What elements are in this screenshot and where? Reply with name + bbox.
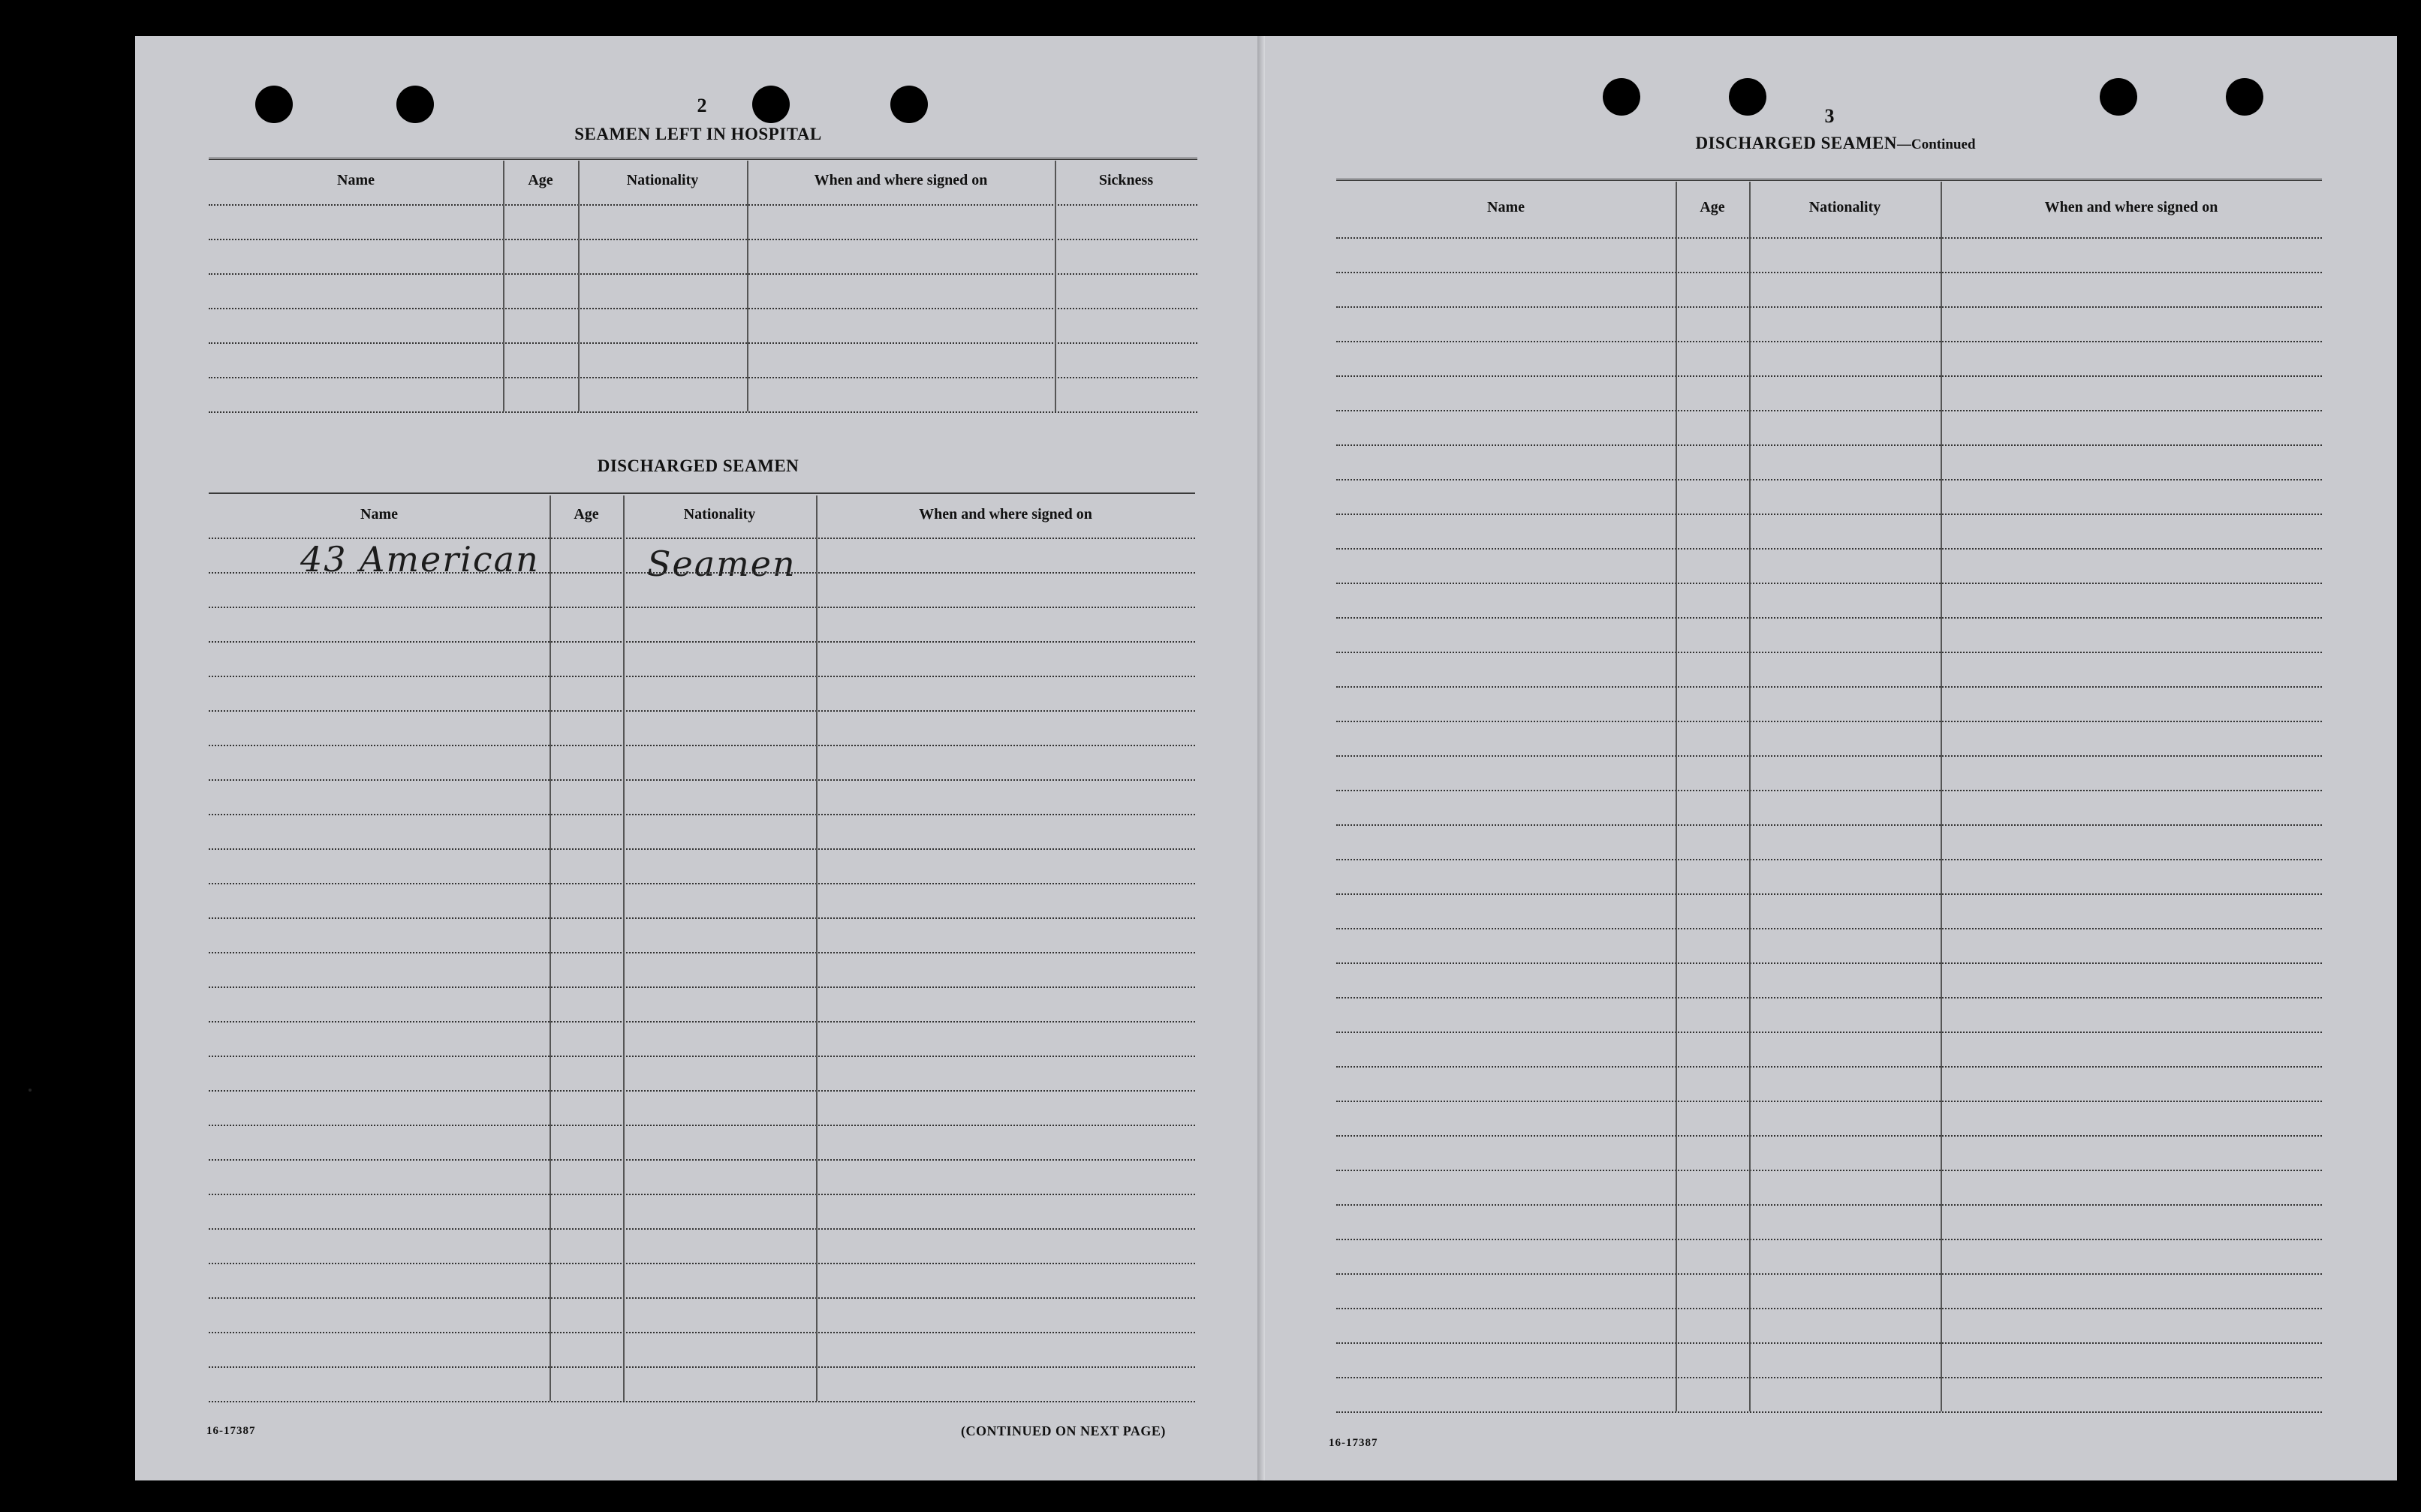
- row-rule: [209, 1194, 1195, 1195]
- punch-hole: [890, 86, 928, 123]
- column-divider: [578, 161, 580, 411]
- punch-hole: [2226, 78, 2263, 116]
- row-rule: [209, 952, 1195, 953]
- row-rule: [1336, 617, 2322, 619]
- page-number: 3: [1824, 105, 1835, 127]
- row-rule: [1336, 859, 2322, 860]
- row-rule: [209, 745, 1195, 746]
- row-rule: [1336, 444, 2322, 446]
- column-header: Nationality: [683, 506, 756, 523]
- row-rule: [1336, 1066, 2322, 1068]
- row-rule: [209, 273, 1197, 275]
- header-rule: [209, 538, 1195, 539]
- column-header: Name: [337, 172, 375, 188]
- row-rule: [1336, 410, 2322, 411]
- row-rule: [1336, 997, 2322, 998]
- right-page: [1265, 36, 2397, 1480]
- column-divider: [816, 495, 818, 1401]
- row-rule: [209, 1021, 1195, 1023]
- row-rule: [1336, 1101, 2322, 1102]
- row-rule: [209, 1125, 1195, 1126]
- form-number: 16-17387: [206, 1425, 256, 1437]
- section-title-text: DISCHARGED SEAMEN: [1695, 134, 1898, 152]
- row-rule: [209, 676, 1195, 677]
- row-rule: [209, 239, 1197, 240]
- punch-hole: [1603, 78, 1640, 116]
- column-header: Sickness: [1098, 172, 1154, 188]
- punch-hole: [396, 86, 434, 123]
- row-rule: [1336, 583, 2322, 584]
- row-rule: [1336, 1170, 2322, 1171]
- row-rule: [1336, 1239, 2322, 1240]
- row-rule: [209, 1366, 1195, 1368]
- row-rule: [1336, 1308, 2322, 1309]
- continued-note: (CONTINUED ON NEXT PAGE): [961, 1423, 1166, 1438]
- row-rule: [209, 572, 1195, 574]
- row-rule: [1336, 1273, 2322, 1275]
- row-rule: [209, 607, 1195, 608]
- row-rule: [209, 342, 1197, 344]
- column-divider: [1676, 182, 1677, 1411]
- row-rule: [1336, 755, 2322, 757]
- punch-hole: [2100, 78, 2137, 116]
- row-rule: [209, 917, 1195, 919]
- section-title-suffix: —Continued: [1897, 137, 1976, 152]
- row-rule: [209, 848, 1195, 850]
- row-rule: [209, 308, 1197, 309]
- row-rule: [1336, 686, 2322, 688]
- section-title-hospital: SEAMEN LEFT IN HOSPITAL: [574, 125, 822, 143]
- row-rule: [1336, 721, 2322, 722]
- column-header: Nationality: [626, 172, 699, 188]
- row-rule: [209, 641, 1195, 643]
- table-top-rule: [209, 158, 1197, 163]
- row-rule: [209, 1056, 1195, 1057]
- row-rule: [209, 1159, 1195, 1161]
- table-top-rule: [209, 492, 1195, 494]
- row-rule: [1336, 652, 2322, 653]
- handwritten-name-entry: 43 American: [300, 539, 540, 580]
- row-rule: [1336, 1204, 2322, 1206]
- row-rule: [1336, 790, 2322, 791]
- column-header: When and where signed on: [2044, 199, 2218, 215]
- row-rule: [1336, 928, 2322, 929]
- section-title-discharged: DISCHARGED SEAMEN: [597, 456, 799, 475]
- section-title-discharged-continued: [1610, 134, 2061, 153]
- row-rule: [209, 1090, 1195, 1092]
- row-rule: [1336, 548, 2322, 550]
- column-divider: [1749, 182, 1751, 1411]
- row-rule: [209, 779, 1195, 781]
- punch-hole: [255, 86, 293, 123]
- dust-speck: [29, 1089, 32, 1092]
- column-divider: [503, 161, 504, 411]
- row-rule: [1336, 1377, 2322, 1378]
- row-rule: [1336, 375, 2322, 377]
- column-header: Name: [360, 506, 398, 523]
- left-page: [135, 36, 1257, 1480]
- column-header: Age: [528, 172, 553, 188]
- column-header: When and where signed on: [814, 172, 988, 188]
- punch-hole: [1729, 78, 1766, 116]
- row-rule: [209, 411, 1197, 413]
- page-number: 2: [697, 95, 707, 116]
- row-rule: [209, 1332, 1195, 1333]
- column-header: Name: [1487, 199, 1525, 215]
- row-rule: [1336, 962, 2322, 964]
- row-rule: [209, 1297, 1195, 1299]
- form-number: 16-17387: [1329, 1437, 1378, 1449]
- row-rule: [209, 883, 1195, 884]
- column-divider: [1055, 161, 1056, 411]
- header-rule: [1336, 237, 2322, 239]
- row-rule: [1336, 479, 2322, 480]
- punch-hole: [752, 86, 790, 123]
- table-top-rule: [1336, 179, 2322, 184]
- column-header: Age: [574, 506, 599, 523]
- row-rule: [1336, 893, 2322, 895]
- column-header: When and where signed on: [919, 506, 1092, 523]
- row-rule: [209, 1401, 1195, 1402]
- row-rule: [1336, 341, 2322, 342]
- row-rule: [1336, 1411, 2322, 1413]
- row-rule: [1336, 272, 2322, 273]
- row-rule: [209, 377, 1197, 378]
- row-rule: [209, 1228, 1195, 1230]
- column-divider: [550, 495, 551, 1401]
- column-header: Age: [1700, 199, 1725, 215]
- row-rule: [209, 1263, 1195, 1264]
- row-rule: [1336, 1032, 2322, 1033]
- column-divider: [747, 161, 748, 411]
- page-fold: [1257, 36, 1265, 1480]
- row-rule: [1336, 1135, 2322, 1137]
- row-rule: [1336, 514, 2322, 515]
- handwritten-nationality-entry: Seamen: [647, 544, 796, 584]
- column-divider: [623, 495, 625, 1401]
- row-rule: [209, 986, 1195, 988]
- row-rule: [1336, 824, 2322, 826]
- row-rule: [1336, 306, 2322, 308]
- row-rule: [209, 814, 1195, 815]
- header-rule: [209, 204, 1197, 206]
- row-rule: [1336, 1342, 2322, 1344]
- column-header: Nationality: [1808, 199, 1881, 215]
- column-divider: [1941, 182, 1942, 1411]
- row-rule: [209, 710, 1195, 712]
